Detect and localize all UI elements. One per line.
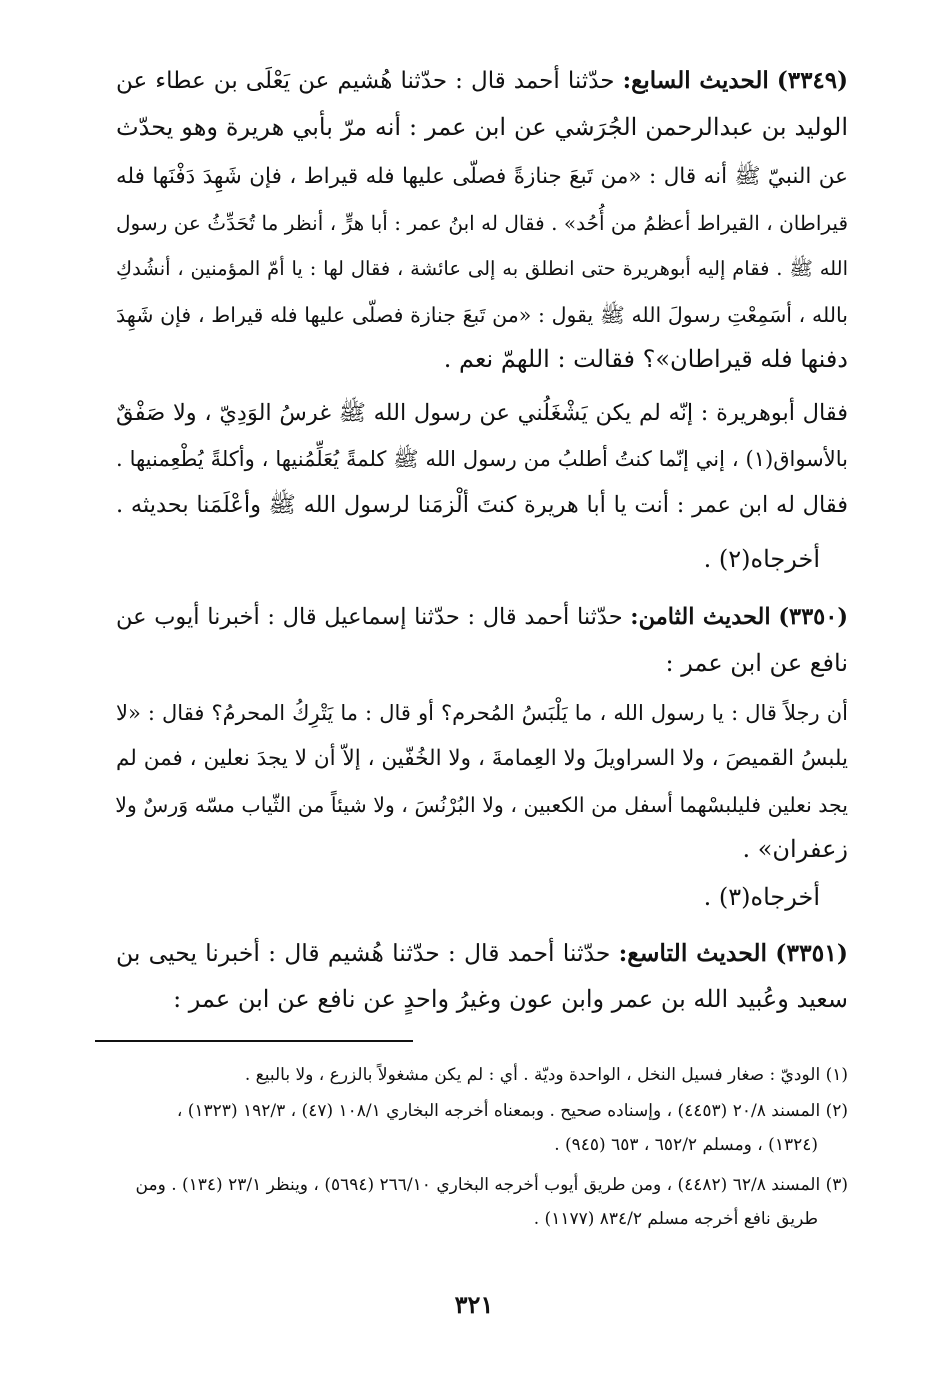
text-line: الله ﷺ . فقام إليه أبوهريرة حتى انطلق به إلى عائشة ، فقال لها : يا أمّ المؤمنين ، أنشُدكِ bbox=[116, 257, 848, 280]
hadith-3349-heading-line bbox=[116, 62, 848, 100]
hadith-title: الحديث الثامن: bbox=[630, 604, 771, 630]
text-line: سعيد وعُبيد الله بن عمر وابن عون وغيرُ واحدٍ عن نافع عن ابن عمر : bbox=[173, 985, 848, 1013]
text-line: نافع عن ابن عمر : bbox=[665, 649, 848, 677]
footnote-separator bbox=[95, 1040, 413, 1042]
text-line: الوليد بن عبدالرحمن الجُرَشي عن ابن عمر : أنه مرّ بأبي هريرة وهو يحدّث bbox=[116, 113, 848, 141]
text-line: يجد نعلين فليلبسْهما أسفل من الكعبين ، ولا البُرْنُسَ ، ولا شيئاً من الثّياب مسّه وَرسٌ ولا bbox=[115, 793, 848, 817]
hadith-number: (٣٣٥٠) bbox=[778, 604, 848, 630]
hadith-number: (٣٣٤٩) bbox=[776, 67, 849, 94]
footnote-3-continued: طريق نافع أخرجه مسلم ٨٣٤/٢ (١١٧٧) . bbox=[533, 1209, 818, 1229]
takhrij-text: أخرجاه(٣) . bbox=[703, 883, 820, 911]
hadith-title: الحديث السابع: bbox=[622, 67, 769, 94]
isnad-text: حدّثنا أحمد قال : حدّثنا هُشيم عن يَعْلَى بن عطاء عن bbox=[116, 68, 615, 94]
isnad-text: حدّثنا أحمد قال : حدّثنا إسماعيل قال : أخبرنا أيوب عن bbox=[116, 604, 623, 630]
text-line: بالأسواق(١) ، إني إنّما كنتُ أطلبُ من رسول الله ﷺ كلمةً يُعَلِّمُنيها ، وأكلةً يُطْعِمنيها . bbox=[116, 447, 848, 471]
text-line: فقال له ابن عمر : أنت يا أبا هريرة كنتَ ألْزمَنا لرسول الله ﷺ وأعْلَمَنا بحديثه . bbox=[116, 492, 848, 518]
text-line: زعفران» . bbox=[742, 835, 848, 863]
footnote-2-continued: (١٣٢٤) ، ومسلم ٦٥٢/٢ ، ٦٥٣ (٩٤٥) . bbox=[554, 1135, 818, 1155]
text-line: قيراطان ، القيراط أعظمُ من أُحُد» . فقال له ابنُ عمر : أبا هرٍّ ، أنظر ما تُحَدِّثُ عن رسول bbox=[116, 211, 848, 235]
text-line: أن رجلاً قال : يا رسول الله ، ما يَلْبَسُ المُحرم؟ أو قال : ما يَتْرِكُ المحرمُ؟ فقال : «لا bbox=[116, 701, 848, 725]
footnote-3: (٣) المسند ٦٢/٨ (٤٤٨٢) ، ومن طريق أيوب أخرجه البخاري ٢٦٦/١٠ (٥٦٩٤) ، وينظر ٢٣/١ (١٣٤) . ومن bbox=[135, 1175, 848, 1195]
text-line: بالله ، أسَمِعْتِ رسولَ الله ﷺ يقول : «من تَبعَ جنازة فصلّى عليها فله قيراط ، فإن شَهِدَ bbox=[116, 303, 848, 327]
footnote-2: (٢) المسند ٢٠/٨ (٤٤٥٣) ، وإسناده صحيح . وبمعناه أخرجه البخاري ١٠٨/١ (٤٧) ، ١٩٢/٣ (١٣٢٣) ، bbox=[176, 1101, 848, 1121]
takhrij-text: أخرجاه(٢) . bbox=[703, 545, 820, 573]
footnote-1: (١) الوديّ : صغار فسيل النخل ، الواحدة وديّة . أي : لم يكن مشغولاً بالزرع ، ولا بالبيع . bbox=[244, 1065, 848, 1085]
hadith-3351-heading-line bbox=[116, 934, 848, 972]
takhrij-line bbox=[116, 878, 848, 916]
hadith-title: الحديث التاسع: bbox=[618, 939, 768, 967]
hadith-3350-heading-line bbox=[116, 598, 848, 636]
text-line: عن النبيّ ﷺ أنه قال : «من تَبعَ جنازةً فصلّى عليها فله قيراط ، فإن شَهِدَ دَفْنَها فله bbox=[116, 164, 848, 189]
isnad-text: حدّثنا أحمد قال : حدّثنا هُشيم قال : أخبرنا يحيى بن bbox=[116, 939, 611, 967]
hadith-number: (٣٣٥١) bbox=[775, 939, 848, 967]
page-number: ٣٢١ bbox=[454, 1290, 494, 1319]
takhrij-line bbox=[116, 540, 848, 578]
text-line: فقال أبوهريرة : إنّه لم يكن يَشْغَلُني عن رسول الله ﷺ غرسُ الوَدِيّ ، ولا صَفْقٌ bbox=[116, 400, 848, 426]
text-line: يلبسُ القميصَ ، ولا السراويلَ ولا العِمامةَ ، ولا الخُفّين ، إلاّ أن لا يجدَ نعلين ، فمن لم bbox=[116, 746, 848, 771]
text-line: دفنها فله قيراطان»؟ فقالت : اللهمّ نعم . bbox=[443, 345, 848, 373]
